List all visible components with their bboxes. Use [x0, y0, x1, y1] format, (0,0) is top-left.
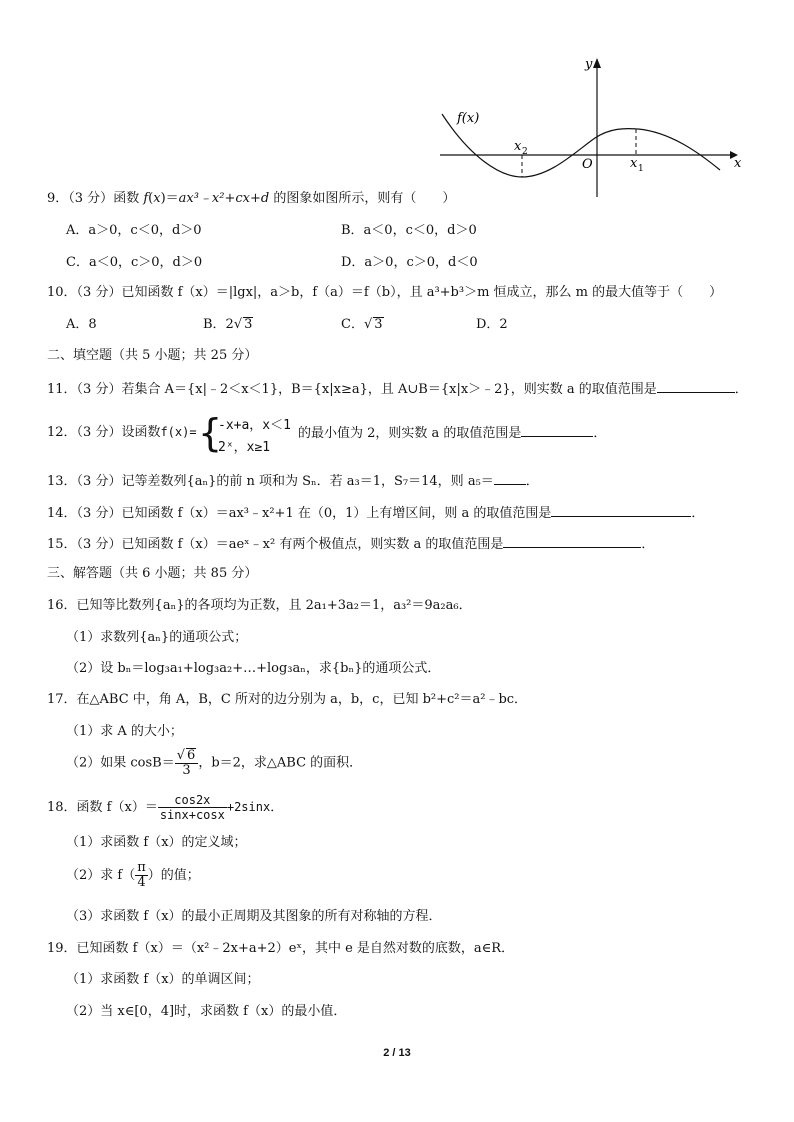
q9-stem: 9．（3 分）函数 f(x)＝ax³﹣x²+cx+d 的图象如图所示，则有（ ）: [47, 191, 456, 206]
q12-brace: {: [198, 411, 223, 455]
q9-option-d: D．a＞0，c＞0，d＜0: [341, 255, 478, 270]
x1-sub: 1: [638, 164, 644, 174]
origin-label: O: [582, 157, 593, 172]
q19-stem: 19．已知函数 f（x）＝（x²﹣2x+a+2）eˣ，其中 e 是自然对数的底数，a∈R．: [47, 941, 515, 956]
fx-label: f(x): [457, 111, 480, 126]
q17-stem: 17．在△ABC 中，角 A，B，C 所对的边分别为 a，b，c，已知 b²+c²＝a²﹣bc．: [47, 692, 528, 707]
x2-sub: 2: [522, 147, 528, 157]
q12-blank: [521, 424, 593, 437]
q13-blank: [494, 472, 526, 485]
q10-option-c: C．√ 3: [341, 317, 383, 332]
q10-option-d: D．2: [476, 317, 508, 332]
q15: 15．（3 分）已知函数 f（x）＝aeˣ﹣x² 有两个极值点，则实数 a 的取值范围是 ．: [47, 537, 655, 552]
q15-blank: [503, 535, 641, 548]
q11: 11．（3 分）若集合 A＝{x|﹣2＜x＜1}，B＝{x|x≥a}，且 A∪B＝{x|x＞﹣2}，则实数 a 的取值范围是 ．: [47, 382, 748, 397]
q16-part-2: （2）设 bₙ＝log₃a₁+log₃a₂+…+log₃aₙ，求{bₙ}的通项公式．: [66, 661, 441, 676]
q19-part-1: （1）求函数 f（x）的单调区间；: [66, 972, 260, 987]
q12-case-2: 2ˣ，x≥1: [218, 440, 271, 455]
q9-option-a: A．a＞0，c＜0，d＞0: [66, 223, 202, 238]
q18-part-1: （1）求函数 f（x）的定义域；: [66, 835, 247, 850]
q9-option-c: C．a＜0，c＞0，d＞0: [66, 255, 203, 270]
q17-part-1: （1）求 A 的大小；: [66, 724, 183, 739]
q12-case-1: -x+a，x＜1: [218, 418, 291, 433]
section-2-heading: 二、填空题（共 5 小题；共 25 分）: [47, 348, 258, 363]
q16-stem: 16．已知等比数列{aₙ}的各项均为正数，且 2a₁+3a₂＝1，a₃²＝9a₂a₆．: [47, 598, 472, 613]
function-graph: [430, 52, 760, 207]
q10-option-b: B．2√ 3: [203, 317, 253, 332]
curve: [442, 114, 720, 177]
page-number: 2 / 13: [383, 1047, 411, 1059]
q11-blank: [657, 380, 735, 393]
q10-option-a: A．8: [66, 317, 97, 332]
q14-blank: [551, 504, 691, 517]
q18-part-2: （2）求 f（ $\frac{\pi}{4}$ ）的值；: [66, 860, 200, 890]
x2-label: x: [514, 139, 522, 154]
q17-part-2: （2）如果 cosB＝ $\frac{√ 6}{3}$ ，b＝2，求△ABC 的面积．: [66, 748, 363, 778]
q12-suffix: 的最小值为 2，则实数 a 的取值范围是 ．: [298, 426, 607, 441]
q18-stem: 18．函数 f（x）＝ $\frac{\cos 2x}{\sin x+\cos x}$ +2sinx．: [47, 793, 284, 822]
y-axis-arrow: [593, 58, 601, 68]
q9-option-b: B．a＜0，c＜0，d＞0: [341, 223, 477, 238]
q14: 14．（3 分）已知函数 f（x）＝ax³﹣x²+1 在（0，1）上有增区间，则 a 的取值范围是 ．: [47, 506, 705, 521]
x-label: x: [734, 156, 742, 171]
q10-stem: 10．（3 分）已知函数 f（x）＝|lgx|，a＞b，f（a）＝f（b），且 a³+b³＞m 恒成立，那么 m 的最大值等于（ ）: [47, 285, 723, 300]
x1-label: x: [630, 156, 638, 171]
section-3-heading: 三、解答题（共 6 小题；共 85 分）: [47, 566, 258, 581]
q16-part-1: （1）求数列{aₙ}的通项公式；: [66, 630, 248, 645]
q12-prefix: 12．（3 分）设函数f(x)=: [47, 425, 197, 440]
y-label: y: [585, 57, 593, 72]
q19-part-2: （2）当 x∈[0，4]时，求函数 f（x）的最小值．: [66, 1004, 347, 1019]
q18-part-3: （3）求函数 f（x）的最小正周期及其图象的所有对称轴的方程．: [66, 909, 442, 924]
q13: 13．（3 分）记等差数列{aₙ}的前 n 项和为 Sₙ．若 a₃＝1，S₇＝14，则 a₅＝ ．: [47, 474, 539, 489]
